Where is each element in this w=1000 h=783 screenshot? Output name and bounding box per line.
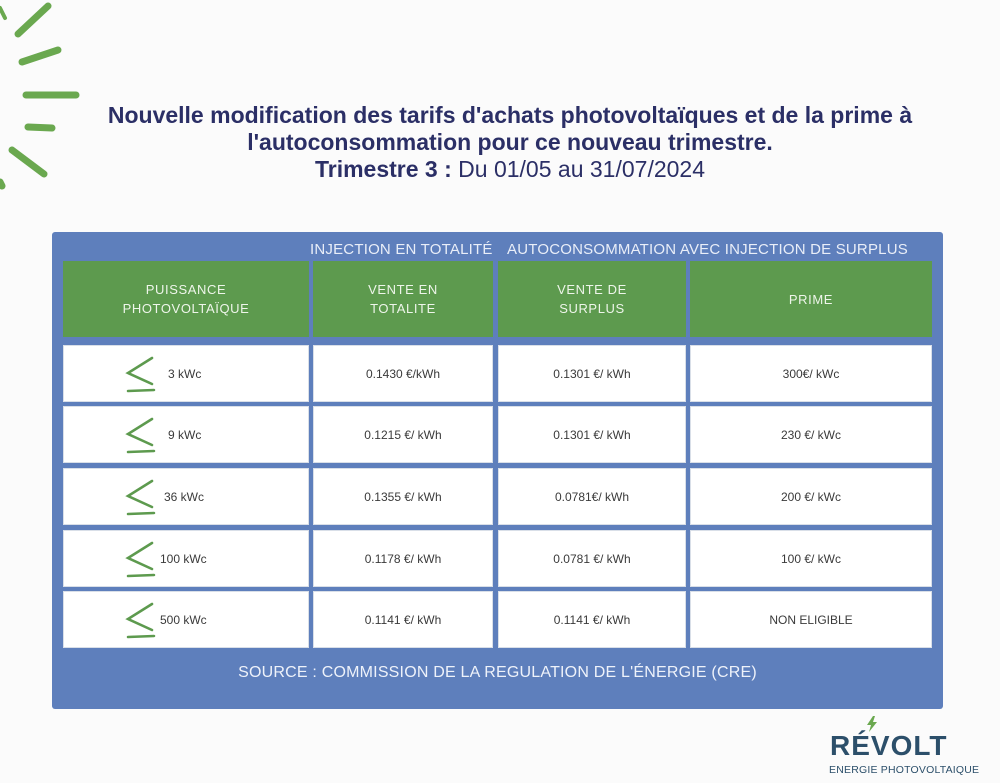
quarter-label: Trimestre 3 : — [314, 156, 452, 182]
tariff-table — [52, 232, 943, 709]
table-cell-bonus: NON ELIGIBLE — [690, 591, 932, 648]
header-sale-total-line2: TOTALITE — [370, 301, 436, 316]
table-row-power — [63, 591, 309, 648]
header-sale-surplus-line2: SURPLUS — [559, 301, 625, 316]
table-cell-total: 0.1430 €/kWh — [313, 345, 493, 402]
less-equal-icon — [122, 354, 158, 394]
header-power-line1: PUISSANCE — [145, 282, 227, 297]
revolt-logo — [828, 716, 988, 776]
header-bonus — [690, 261, 932, 337]
table-cell-surplus: 0.1301 €/ kWh — [498, 345, 686, 402]
logo-brand: RÉVOLT — [830, 730, 948, 761]
table-cell-surplus: 0.0781 €/ kWh — [498, 530, 686, 587]
power-value: 3 kWc — [168, 366, 202, 381]
page-title — [40, 102, 980, 183]
power-value: 9 kWc — [168, 427, 202, 442]
table-cell-total: 0.1215 €/ kWh — [313, 406, 493, 463]
title-line-2: l'autoconsommation pour ce nouveau trimestre. — [247, 129, 773, 155]
table-cell-surplus: 0.1141 €/ kWh — [498, 591, 686, 648]
table-row-power — [63, 468, 309, 525]
power-value: 100 kWc — [160, 551, 207, 566]
table-cell-bonus: 300€/ kWc — [690, 345, 932, 402]
logo-tagline: ENERGIE PHOTOVOLTAIQUE — [829, 764, 980, 776]
less-equal-icon — [122, 415, 158, 455]
header-sale-surplus — [498, 261, 686, 337]
header-sale-surplus-line1: VENTE DE — [557, 282, 627, 297]
table-cell-bonus: 200 €/ kWc — [690, 468, 932, 525]
group-autoconso-label: AUTOCONSOMMATION AVEC INJECTION DE SURPLUS — [507, 241, 908, 258]
table-row-power — [63, 530, 309, 587]
less-equal-icon — [122, 539, 158, 579]
title-line-1: Nouvelle modification des tarifs d'achats photovoltaïques et de la prime à — [107, 102, 913, 128]
date-range: Du 01/05 au 31/07/2024 — [451, 156, 705, 182]
header-bonus-label: PRIME — [788, 291, 834, 307]
table-cell-bonus: 230 €/ kWc — [690, 406, 932, 463]
header-sale-total-line1: VENTE EN — [368, 282, 438, 297]
power-value: 500 kWc — [160, 612, 207, 627]
table-cell-total: 0.1355 €/ kWh — [313, 468, 493, 525]
table-cell-total: 0.1178 €/ kWh — [313, 530, 493, 587]
source-note: SOURCE : COMMISSION DE LA REGULATION DE L'ÉNERGIE (CRE) — [238, 664, 757, 681]
header-sale-total — [313, 261, 493, 337]
quarter-line — [40, 156, 980, 183]
table-cell-bonus: 100 €/ kWc — [690, 530, 932, 587]
table-row-power — [63, 345, 309, 402]
table-row-power — [63, 406, 309, 463]
header-power — [63, 261, 309, 337]
table-cell-surplus: 0.1301 €/ kWh — [498, 406, 686, 463]
header-power-line2: PHOTOVOLTAÏQUE — [122, 301, 250, 316]
less-equal-icon — [122, 477, 158, 517]
group-injection-label: INJECTION EN TOTALITÉ — [310, 241, 493, 258]
less-equal-icon — [122, 600, 158, 640]
table-cell-total: 0.1141 €/ kWh — [313, 591, 493, 648]
table-cell-surplus: 0.0781€/ kWh — [498, 468, 686, 525]
power-value: 36 kWc — [164, 489, 205, 504]
